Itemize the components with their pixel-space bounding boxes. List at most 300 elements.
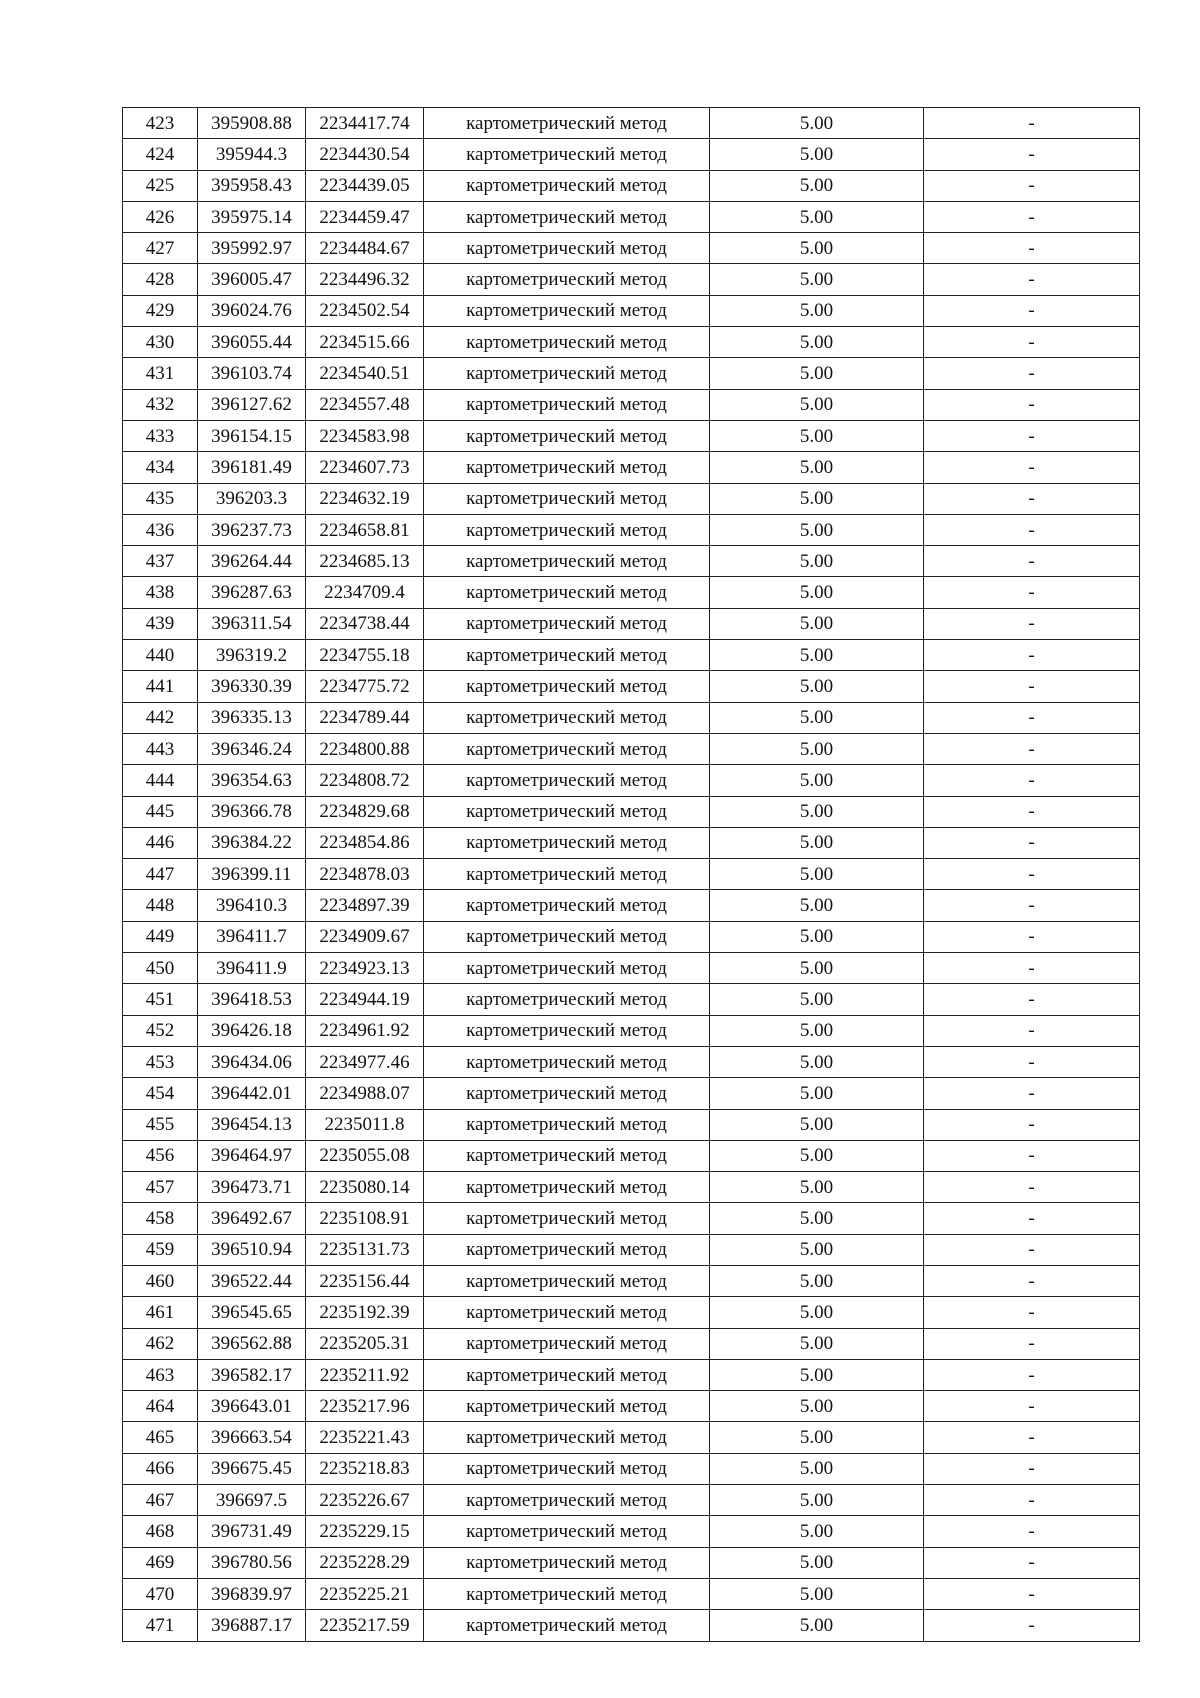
x-coordinate-cell: 396287.63 <box>198 577 306 608</box>
y-coordinate-cell: 2235192.39 <box>306 1297 424 1328</box>
table-row <box>123 1297 1140 1328</box>
x-coordinate-cell: 396319.2 <box>198 640 306 671</box>
note-cell: - <box>924 483 1140 514</box>
note-cell: - <box>924 389 1140 420</box>
method-cell: картометрический метод <box>424 1610 710 1641</box>
y-coordinate-cell: 2234829.68 <box>306 796 424 827</box>
y-coordinate-cell: 2234944.19 <box>306 984 424 1015</box>
table-row <box>123 483 1140 514</box>
y-coordinate-cell: 2234685.13 <box>306 546 424 577</box>
table-row <box>123 1610 1140 1641</box>
accuracy-cell: 5.00 <box>710 608 924 639</box>
accuracy-cell: 5.00 <box>710 1109 924 1140</box>
note-cell: - <box>924 608 1140 639</box>
table-row <box>123 1265 1140 1296</box>
method-cell: картометрический метод <box>424 608 710 639</box>
accuracy-cell: 5.00 <box>710 1046 924 1077</box>
note-cell: - <box>924 1297 1140 1328</box>
method-cell: картометрический метод <box>424 827 710 858</box>
note-cell: - <box>924 671 1140 702</box>
y-coordinate-cell: 2235131.73 <box>306 1234 424 1265</box>
x-coordinate-cell: 396264.44 <box>198 546 306 577</box>
note-cell: - <box>924 640 1140 671</box>
note-cell: - <box>924 1485 1140 1516</box>
point-number-cell: 427 <box>123 233 198 264</box>
x-coordinate-cell: 396582.17 <box>198 1359 306 1390</box>
y-coordinate-cell: 2235055.08 <box>306 1140 424 1171</box>
method-cell: картометрический метод <box>424 358 710 389</box>
table-row <box>123 327 1140 358</box>
table-row <box>123 984 1140 1015</box>
method-cell: картометрический метод <box>424 452 710 483</box>
accuracy-cell: 5.00 <box>710 327 924 358</box>
x-coordinate-cell: 396675.45 <box>198 1453 306 1484</box>
method-cell: картометрический метод <box>424 1109 710 1140</box>
point-number-cell: 453 <box>123 1046 198 1077</box>
x-coordinate-cell: 396434.06 <box>198 1046 306 1077</box>
y-coordinate-cell: 2234755.18 <box>306 640 424 671</box>
point-number-cell: 432 <box>123 389 198 420</box>
x-coordinate-cell: 396410.3 <box>198 890 306 921</box>
point-number-cell: 458 <box>123 1203 198 1234</box>
y-coordinate-cell: 2235228.29 <box>306 1547 424 1578</box>
x-coordinate-cell: 396005.47 <box>198 264 306 295</box>
x-coordinate-cell: 396522.44 <box>198 1265 306 1296</box>
accuracy-cell: 5.00 <box>710 984 924 1015</box>
y-coordinate-cell: 2234607.73 <box>306 452 424 483</box>
table-row <box>123 295 1140 326</box>
accuracy-cell: 5.00 <box>710 1578 924 1609</box>
x-coordinate-cell: 395992.97 <box>198 233 306 264</box>
method-cell: картометрический метод <box>424 389 710 420</box>
table-row <box>123 890 1140 921</box>
point-number-cell: 456 <box>123 1140 198 1171</box>
point-number-cell: 468 <box>123 1516 198 1547</box>
note-cell: - <box>924 452 1140 483</box>
table-row <box>123 702 1140 733</box>
y-coordinate-cell: 2234658.81 <box>306 514 424 545</box>
note-cell: - <box>924 1109 1140 1140</box>
note-cell: - <box>924 1547 1140 1578</box>
note-cell: - <box>924 1046 1140 1077</box>
method-cell: картометрический метод <box>424 1328 710 1359</box>
y-coordinate-cell: 2234459.47 <box>306 201 424 232</box>
table-row <box>123 671 1140 702</box>
method-cell: картометрический метод <box>424 1578 710 1609</box>
x-coordinate-cell: 396181.49 <box>198 452 306 483</box>
note-cell: - <box>924 1328 1140 1359</box>
table-row <box>123 608 1140 639</box>
y-coordinate-cell: 2235225.21 <box>306 1578 424 1609</box>
accuracy-cell: 5.00 <box>710 358 924 389</box>
x-coordinate-cell: 396384.22 <box>198 827 306 858</box>
note-cell: - <box>924 1234 1140 1265</box>
accuracy-cell: 5.00 <box>710 1453 924 1484</box>
method-cell: картометрический метод <box>424 1453 710 1484</box>
table-row <box>123 1015 1140 1046</box>
method-cell: картометрический метод <box>424 640 710 671</box>
note-cell: - <box>924 1578 1140 1609</box>
table-row <box>123 108 1140 139</box>
x-coordinate-cell: 396731.49 <box>198 1516 306 1547</box>
table-row <box>123 640 1140 671</box>
x-coordinate-cell: 396418.53 <box>198 984 306 1015</box>
x-coordinate-cell: 395944.3 <box>198 139 306 170</box>
point-number-cell: 426 <box>123 201 198 232</box>
method-cell: картометрический метод <box>424 420 710 451</box>
point-number-cell: 428 <box>123 264 198 295</box>
y-coordinate-cell: 2234515.66 <box>306 327 424 358</box>
y-coordinate-cell: 2234775.72 <box>306 671 424 702</box>
y-coordinate-cell: 2234430.54 <box>306 139 424 170</box>
x-coordinate-cell: 396887.17 <box>198 1610 306 1641</box>
method-cell: картометрический метод <box>424 139 710 170</box>
y-coordinate-cell: 2234439.05 <box>306 170 424 201</box>
point-number-cell: 447 <box>123 859 198 890</box>
accuracy-cell: 5.00 <box>710 1015 924 1046</box>
y-coordinate-cell: 2235229.15 <box>306 1516 424 1547</box>
method-cell: картометрический метод <box>424 1422 710 1453</box>
note-cell: - <box>924 1140 1140 1171</box>
y-coordinate-cell: 2235205.31 <box>306 1328 424 1359</box>
accuracy-cell: 5.00 <box>710 733 924 764</box>
y-coordinate-cell: 2234988.07 <box>306 1078 424 1109</box>
accuracy-cell: 5.00 <box>710 1297 924 1328</box>
accuracy-cell: 5.00 <box>710 859 924 890</box>
x-coordinate-cell: 396780.56 <box>198 1547 306 1578</box>
note-cell: - <box>924 1359 1140 1390</box>
note-cell: - <box>924 1516 1140 1547</box>
table-row <box>123 1485 1140 1516</box>
accuracy-cell: 5.00 <box>710 295 924 326</box>
point-number-cell: 433 <box>123 420 198 451</box>
method-cell: картометрический метод <box>424 1516 710 1547</box>
note-cell: - <box>924 765 1140 796</box>
x-coordinate-cell: 396346.24 <box>198 733 306 764</box>
table-row <box>123 1172 1140 1203</box>
x-coordinate-cell: 396024.76 <box>198 295 306 326</box>
table-row <box>123 1328 1140 1359</box>
table-row <box>123 827 1140 858</box>
point-number-cell: 452 <box>123 1015 198 1046</box>
y-coordinate-cell: 2235108.91 <box>306 1203 424 1234</box>
table-row <box>123 514 1140 545</box>
accuracy-cell: 5.00 <box>710 1265 924 1296</box>
x-coordinate-cell: 396454.13 <box>198 1109 306 1140</box>
x-coordinate-cell: 396411.7 <box>198 921 306 952</box>
point-number-cell: 455 <box>123 1109 198 1140</box>
accuracy-cell: 5.00 <box>710 1485 924 1516</box>
note-cell: - <box>924 264 1140 295</box>
note-cell: - <box>924 201 1140 232</box>
x-coordinate-cell: 396203.3 <box>198 483 306 514</box>
method-cell: картометрический метод <box>424 953 710 984</box>
x-coordinate-cell: 396330.39 <box>198 671 306 702</box>
method-cell: картометрический метод <box>424 859 710 890</box>
table-row <box>123 921 1140 952</box>
point-number-cell: 450 <box>123 953 198 984</box>
y-coordinate-cell: 2234540.51 <box>306 358 424 389</box>
accuracy-cell: 5.00 <box>710 1234 924 1265</box>
y-coordinate-cell: 2234977.46 <box>306 1046 424 1077</box>
table-row <box>123 1547 1140 1578</box>
method-cell: картометрический метод <box>424 1359 710 1390</box>
accuracy-cell: 5.00 <box>710 1516 924 1547</box>
accuracy-cell: 5.00 <box>710 1391 924 1422</box>
y-coordinate-cell: 2235221.43 <box>306 1422 424 1453</box>
method-cell: картометрический метод <box>424 1172 710 1203</box>
accuracy-cell: 5.00 <box>710 796 924 827</box>
table-row <box>123 233 1140 264</box>
y-coordinate-cell: 2235218.83 <box>306 1453 424 1484</box>
point-number-cell: 446 <box>123 827 198 858</box>
x-coordinate-cell: 396237.73 <box>198 514 306 545</box>
x-coordinate-cell: 396127.62 <box>198 389 306 420</box>
x-coordinate-cell: 395908.88 <box>198 108 306 139</box>
accuracy-cell: 5.00 <box>710 890 924 921</box>
accuracy-cell: 5.00 <box>710 483 924 514</box>
method-cell: картометрический метод <box>424 514 710 545</box>
x-coordinate-cell: 396545.65 <box>198 1297 306 1328</box>
table-row <box>123 1578 1140 1609</box>
note-cell: - <box>924 1610 1140 1641</box>
x-coordinate-cell: 395958.43 <box>198 170 306 201</box>
point-number-cell: 423 <box>123 108 198 139</box>
y-coordinate-cell: 2234738.44 <box>306 608 424 639</box>
accuracy-cell: 5.00 <box>710 1547 924 1578</box>
method-cell: картометрический метод <box>424 1485 710 1516</box>
table-row <box>123 1516 1140 1547</box>
method-cell: картометрический метод <box>424 1547 710 1578</box>
y-coordinate-cell: 2234557.48 <box>306 389 424 420</box>
x-coordinate-cell: 396464.97 <box>198 1140 306 1171</box>
note-cell: - <box>924 1203 1140 1234</box>
method-cell: картометрический метод <box>424 733 710 764</box>
method-cell: картометрический метод <box>424 577 710 608</box>
x-coordinate-cell: 396473.71 <box>198 1172 306 1203</box>
method-cell: картометрический метод <box>424 1046 710 1077</box>
y-coordinate-cell: 2235217.59 <box>306 1610 424 1641</box>
accuracy-cell: 5.00 <box>710 765 924 796</box>
accuracy-cell: 5.00 <box>710 1328 924 1359</box>
method-cell: картометрический метод <box>424 984 710 1015</box>
point-number-cell: 444 <box>123 765 198 796</box>
note-cell: - <box>924 859 1140 890</box>
accuracy-cell: 5.00 <box>710 1422 924 1453</box>
coordinates-table-body <box>123 108 1140 1642</box>
point-number-cell: 466 <box>123 1453 198 1484</box>
table-row <box>123 1109 1140 1140</box>
x-coordinate-cell: 396366.78 <box>198 796 306 827</box>
method-cell: картометрический метод <box>424 327 710 358</box>
note-cell: - <box>924 358 1140 389</box>
table-row <box>123 796 1140 827</box>
method-cell: картометрический метод <box>424 233 710 264</box>
y-coordinate-cell: 2235217.96 <box>306 1391 424 1422</box>
x-coordinate-cell: 396399.11 <box>198 859 306 890</box>
point-number-cell: 445 <box>123 796 198 827</box>
table-row <box>123 1359 1140 1390</box>
x-coordinate-cell: 396643.01 <box>198 1391 306 1422</box>
y-coordinate-cell: 2234808.72 <box>306 765 424 796</box>
y-coordinate-cell: 2234897.39 <box>306 890 424 921</box>
table-row <box>123 953 1140 984</box>
table-row <box>123 577 1140 608</box>
table-row <box>123 1391 1140 1422</box>
point-number-cell: 431 <box>123 358 198 389</box>
accuracy-cell: 5.00 <box>710 1172 924 1203</box>
x-coordinate-cell: 396055.44 <box>198 327 306 358</box>
note-cell: - <box>924 1422 1140 1453</box>
x-coordinate-cell: 396697.5 <box>198 1485 306 1516</box>
table-row <box>123 201 1140 232</box>
y-coordinate-cell: 2234789.44 <box>306 702 424 733</box>
point-number-cell: 464 <box>123 1391 198 1422</box>
accuracy-cell: 5.00 <box>710 671 924 702</box>
point-number-cell: 469 <box>123 1547 198 1578</box>
accuracy-cell: 5.00 <box>710 827 924 858</box>
point-number-cell: 454 <box>123 1078 198 1109</box>
point-number-cell: 443 <box>123 733 198 764</box>
accuracy-cell: 5.00 <box>710 201 924 232</box>
point-number-cell: 439 <box>123 608 198 639</box>
table-row <box>123 389 1140 420</box>
point-number-cell: 467 <box>123 1485 198 1516</box>
y-coordinate-cell: 2234878.03 <box>306 859 424 890</box>
point-number-cell: 465 <box>123 1422 198 1453</box>
y-coordinate-cell: 2235226.67 <box>306 1485 424 1516</box>
accuracy-cell: 5.00 <box>710 170 924 201</box>
note-cell: - <box>924 577 1140 608</box>
accuracy-cell: 5.00 <box>710 702 924 733</box>
y-coordinate-cell: 2234496.32 <box>306 264 424 295</box>
method-cell: картометрический метод <box>424 546 710 577</box>
method-cell: картометрический метод <box>424 1234 710 1265</box>
point-number-cell: 441 <box>123 671 198 702</box>
point-number-cell: 449 <box>123 921 198 952</box>
x-coordinate-cell: 396510.94 <box>198 1234 306 1265</box>
note-cell: - <box>924 953 1140 984</box>
x-coordinate-cell: 396839.97 <box>198 1578 306 1609</box>
note-cell: - <box>924 327 1140 358</box>
method-cell: картометрический метод <box>424 890 710 921</box>
point-number-cell: 425 <box>123 170 198 201</box>
y-coordinate-cell: 2235156.44 <box>306 1265 424 1296</box>
accuracy-cell: 5.00 <box>710 452 924 483</box>
point-number-cell: 460 <box>123 1265 198 1296</box>
x-coordinate-cell: 395975.14 <box>198 201 306 232</box>
table-row <box>123 1046 1140 1077</box>
y-coordinate-cell: 2234709.4 <box>306 577 424 608</box>
table-row <box>123 765 1140 796</box>
table-row <box>123 1140 1140 1171</box>
method-cell: картометрический метод <box>424 921 710 952</box>
point-number-cell: 457 <box>123 1172 198 1203</box>
x-coordinate-cell: 396492.67 <box>198 1203 306 1234</box>
note-cell: - <box>924 1265 1140 1296</box>
table-row <box>123 358 1140 389</box>
point-number-cell: 438 <box>123 577 198 608</box>
y-coordinate-cell: 2234632.19 <box>306 483 424 514</box>
point-number-cell: 462 <box>123 1328 198 1359</box>
method-cell: картометрический метод <box>424 170 710 201</box>
note-cell: - <box>924 890 1140 921</box>
note-cell: - <box>924 702 1140 733</box>
y-coordinate-cell: 2234909.67 <box>306 921 424 952</box>
accuracy-cell: 5.00 <box>710 514 924 545</box>
point-number-cell: 440 <box>123 640 198 671</box>
accuracy-cell: 5.00 <box>710 1078 924 1109</box>
note-cell: - <box>924 1172 1140 1203</box>
accuracy-cell: 5.00 <box>710 108 924 139</box>
coordinates-table <box>122 107 1140 1642</box>
point-number-cell: 451 <box>123 984 198 1015</box>
accuracy-cell: 5.00 <box>710 577 924 608</box>
x-coordinate-cell: 396311.54 <box>198 608 306 639</box>
point-number-cell: 437 <box>123 546 198 577</box>
note-cell: - <box>924 514 1140 545</box>
point-number-cell: 463 <box>123 1359 198 1390</box>
note-cell: - <box>924 233 1140 264</box>
accuracy-cell: 5.00 <box>710 389 924 420</box>
method-cell: картометрический метод <box>424 201 710 232</box>
method-cell: картометрический метод <box>424 264 710 295</box>
point-number-cell: 429 <box>123 295 198 326</box>
note-cell: - <box>924 733 1140 764</box>
x-coordinate-cell: 396411.9 <box>198 953 306 984</box>
note-cell: - <box>924 546 1140 577</box>
note-cell: - <box>924 1015 1140 1046</box>
note-cell: - <box>924 108 1140 139</box>
point-number-cell: 459 <box>123 1234 198 1265</box>
method-cell: картометрический метод <box>424 702 710 733</box>
accuracy-cell: 5.00 <box>710 921 924 952</box>
accuracy-cell: 5.00 <box>710 264 924 295</box>
method-cell: картометрический метод <box>424 1015 710 1046</box>
note-cell: - <box>924 1078 1140 1109</box>
table-row <box>123 139 1140 170</box>
x-coordinate-cell: 396103.74 <box>198 358 306 389</box>
y-coordinate-cell: 2234800.88 <box>306 733 424 764</box>
table-row <box>123 859 1140 890</box>
table-row <box>123 733 1140 764</box>
method-cell: картометрический метод <box>424 1140 710 1171</box>
table-row <box>123 1234 1140 1265</box>
note-cell: - <box>924 984 1140 1015</box>
y-coordinate-cell: 2234417.74 <box>306 108 424 139</box>
y-coordinate-cell: 2235211.92 <box>306 1359 424 1390</box>
method-cell: картометрический метод <box>424 295 710 326</box>
x-coordinate-cell: 396335.13 <box>198 702 306 733</box>
method-cell: картометрический метод <box>424 1391 710 1422</box>
note-cell: - <box>924 1391 1140 1422</box>
point-number-cell: 470 <box>123 1578 198 1609</box>
table-row <box>123 1203 1140 1234</box>
table-row <box>123 420 1140 451</box>
point-number-cell: 434 <box>123 452 198 483</box>
point-number-cell: 435 <box>123 483 198 514</box>
table-row <box>123 1422 1140 1453</box>
y-coordinate-cell: 2234583.98 <box>306 420 424 451</box>
x-coordinate-cell: 396154.15 <box>198 420 306 451</box>
table-row <box>123 546 1140 577</box>
method-cell: картометрический метод <box>424 671 710 702</box>
accuracy-cell: 5.00 <box>710 420 924 451</box>
accuracy-cell: 5.00 <box>710 233 924 264</box>
method-cell: картометрический метод <box>424 1078 710 1109</box>
x-coordinate-cell: 396426.18 <box>198 1015 306 1046</box>
y-coordinate-cell: 2234854.86 <box>306 827 424 858</box>
